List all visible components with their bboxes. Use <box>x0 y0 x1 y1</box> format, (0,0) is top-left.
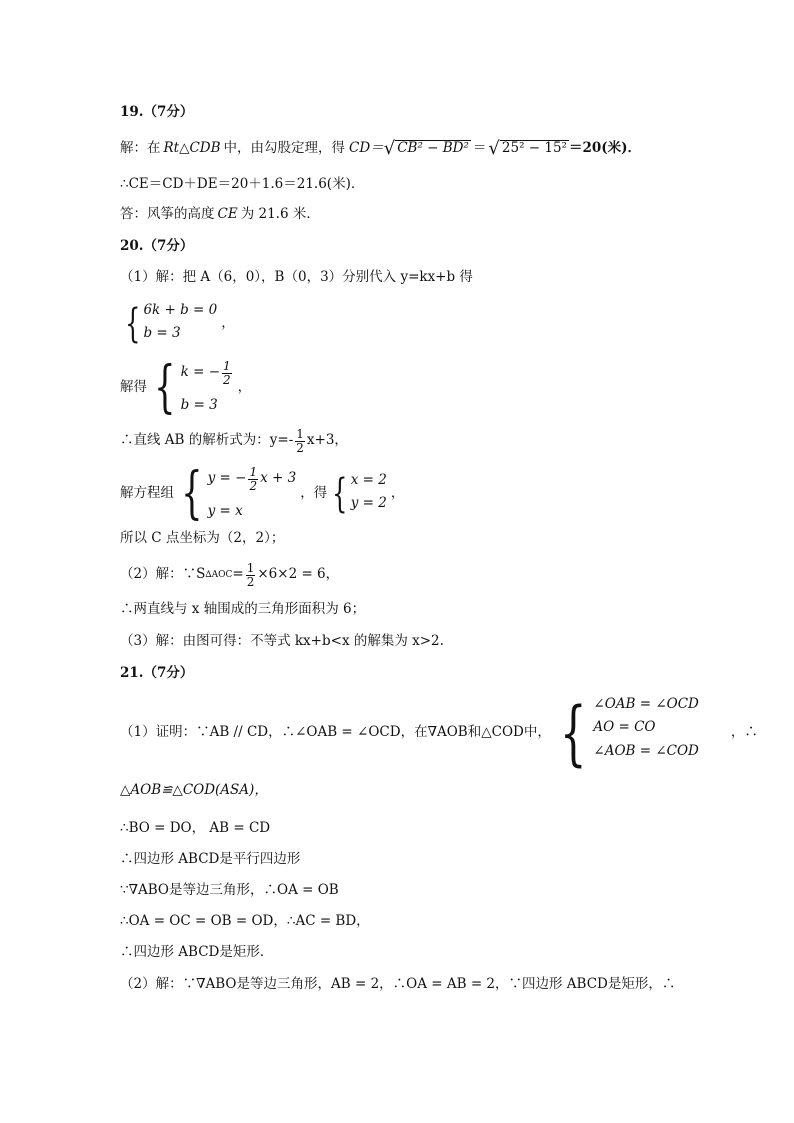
q19-answer: 答：风筝的高度 CE 为 21.6 米． <box>120 206 320 222</box>
q21-line5: ∴四边形 ABCD是矩形． <box>120 944 274 960</box>
q20-system1: { 6k + b = 0 b = 3 ， <box>125 301 235 347</box>
q21-line3: ∵∇ABO是等边三角形，∴OA = OB <box>120 882 339 898</box>
q21-line1: ∴BO = DO， AB = CD <box>120 820 271 836</box>
q20-line-ab: ∴直线 AB 的解析式为：y=- $\frac{1}{2}$ x+3， <box>120 427 348 455</box>
q21-line2: ∴四边形 ABCD是平行四边形 <box>120 851 301 867</box>
sqrt-cb-bd: √ CB² − BD² <box>383 138 469 159</box>
q21-part1: （1）证明：∵AB // CD，∴∠OAB = ∠OCD，在∇AOB和△COD中， { ∠OAB = ∠OCD AO = CO ∠AOB = ∠COD ，∴ <box>120 692 758 774</box>
sqrt-25-15: √ 25² − 15² <box>488 138 567 159</box>
q21-line4: ∴OA = OC = OB = OD，∴AC = BD， <box>120 913 370 929</box>
q20-part1: （1）解：把 A（6，0），B（0，3）分别代入 y=kx+b 得 <box>120 269 473 285</box>
q21-congruent: △AOB≌△COD(ASA)， <box>120 782 268 798</box>
q19-solution-line: 解：在 Rt△CDB 中，由勾股定理，得 CD＝ √ CB² − BD² ＝ √ 25² − 15² ＝20(米)． <box>120 138 642 159</box>
q19-header: 19.（7分） <box>120 104 194 120</box>
q20-area: ∴两直线与 x 轴围成的三角形面积为 6； <box>120 601 366 617</box>
q20-system3: 解方程组 { y = − $\frac{1}{2}$ x + 3 y = x ，得 { x = 2 y = 2 ， <box>120 461 405 526</box>
q21-header: 21.（7分） <box>120 665 194 681</box>
q20-header: 20.（7分） <box>120 238 194 254</box>
q19-ce-line: ∴CE＝CD＋DE＝20＋1.6＝21.6(米)． <box>120 176 365 192</box>
q20-point-c: 所以 C 点坐标为（2，2）； <box>120 530 285 546</box>
q20-system2: 解得 { k = − $\frac{1}{2}$ b = 3 ， <box>120 355 252 420</box>
q20-part3: （3）解：由图可得：不等式 kx+b<x 的解集为 x>2. <box>120 633 444 649</box>
q20-part2: （2）解：∵S ∆AOC = $\frac{1}{2}$ ×6×2 = 6， <box>120 561 340 589</box>
q21-part2: （2）解：∵∇ABO是等边三角形，AB = 2，∴OA = AB = 2，∵四边形 ABCD是矩形，∴ <box>120 976 676 992</box>
